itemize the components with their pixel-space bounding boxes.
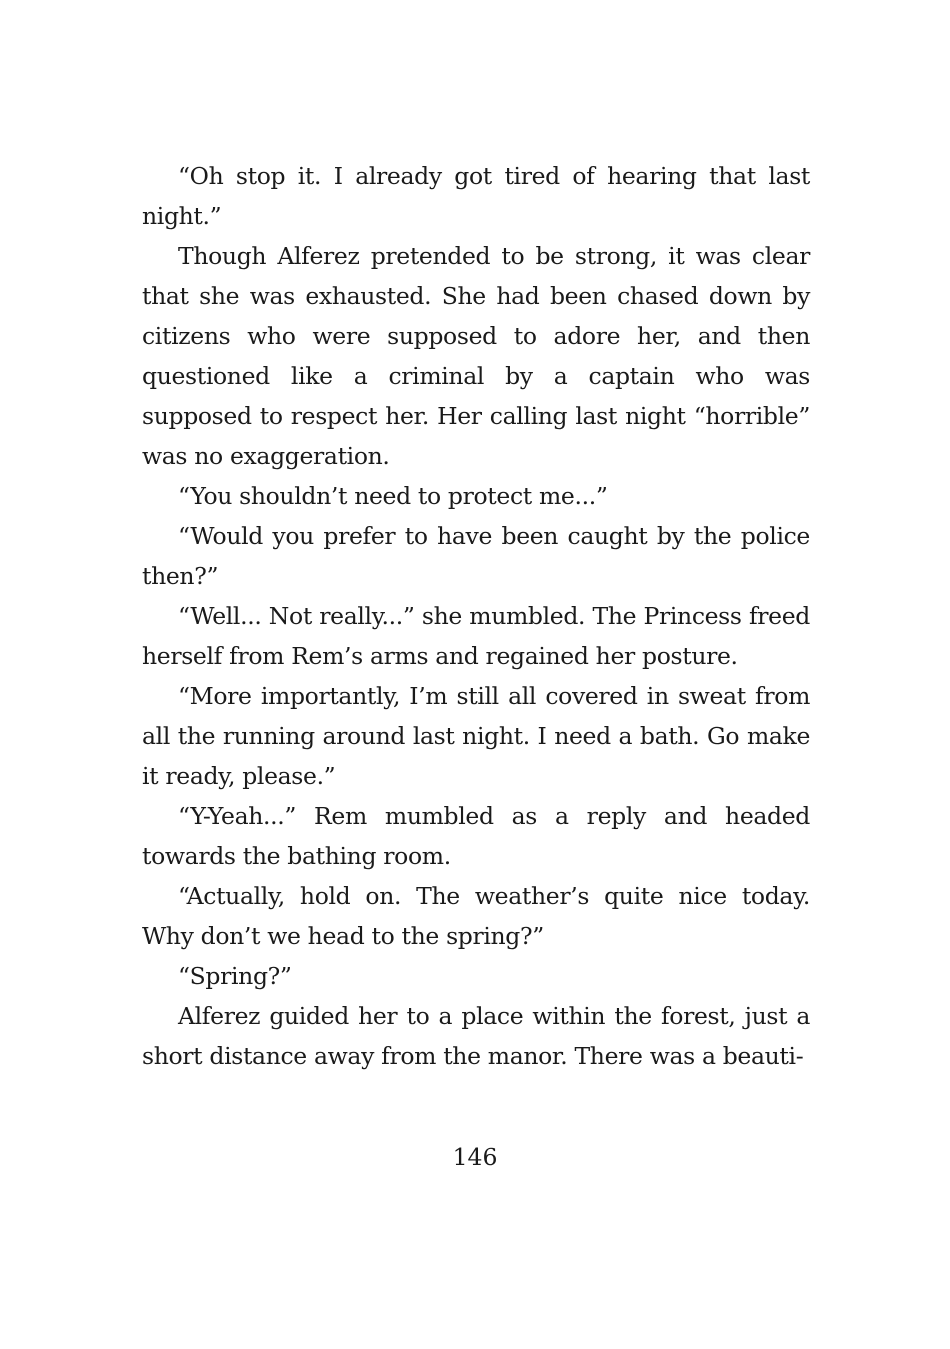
paragraph: “More importantly, I’m still all covered in sweat from all the running around last night. I need a bath. Go make it ready, please.” [142,682,810,790]
paragraph: “You shouldn’t need to protect me...” [178,482,608,510]
body-text [142,156,810,1076]
paragraph: “Spring?” [178,962,292,990]
paragraph: Though Alferez pretended to be strong, it was clear that she was exhausted. She had been chased down by citizens who were supposed to adore her, and then questioned like a criminal by a captain who was supposed to respect her. Her calling last night “horrible” was no exaggeration. [142,242,810,470]
page-number: 146 [452,1143,498,1171]
paragraph: “Well... Not really...” she mumbled. The Princess freed herself from Rem’s arms and regained her posture. [142,602,810,670]
paragraph: “Actually, hold on. The weather’s quite nice today. Why don’t we head to the spring?” [142,882,810,950]
paragraph: “Oh stop it. I already got tired of hearing that last night.” [142,162,810,230]
paragraph: Alferez guided her to a place within the forest, just a short distance away from the manor. There was a beauti- [142,1002,810,1070]
paragraph: “Would you prefer to have been caught by the police then?” [142,522,810,590]
paragraph: “Y-Yeah...” Rem mumbled as a reply and headed towards the bathing room. [142,802,810,870]
